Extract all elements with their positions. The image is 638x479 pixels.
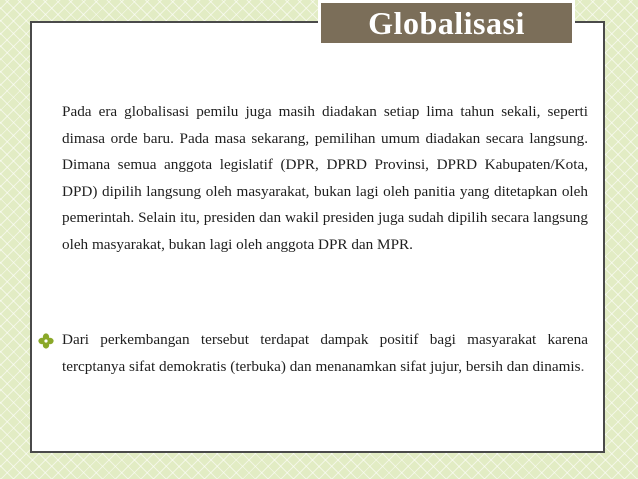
title-box	[318, 0, 575, 46]
paragraph-2-period: .	[580, 357, 585, 375]
paragraph-2-text: Dari perkembangan tersebut terdapat dampak positif bagi masyarakat karena tercptanya sifat demokratis (terbuka) dan menanamkan sifat jujur, bersih dan dinamis	[62, 331, 588, 375]
four-leaf-bullet-icon	[38, 333, 54, 349]
slide-title: Globalisasi	[321, 3, 572, 43]
paragraph-2	[62, 327, 588, 380]
paragraph-1: Pada era globalisasi pemilu juga masih diadakan setiap lima tahun sekali, seperti dimasa orde baru. Pada masa sekarang, pemilihan umum diadakan secara langsung. Dimana semua anggota legislatif (DPR, DPRD Provinsi, DPRD Kabupaten/Kota, DPD) dipilih langsung oleh masyarakat, bukan lagi oleh panitia yang ditetapkan oleh pemerintah. Selain itu, presiden dan wakil presiden juga sudah dipilih secara langsung oleh masyarakat, bukan lagi oleh anggota DPR dan MPR.	[62, 103, 588, 253]
